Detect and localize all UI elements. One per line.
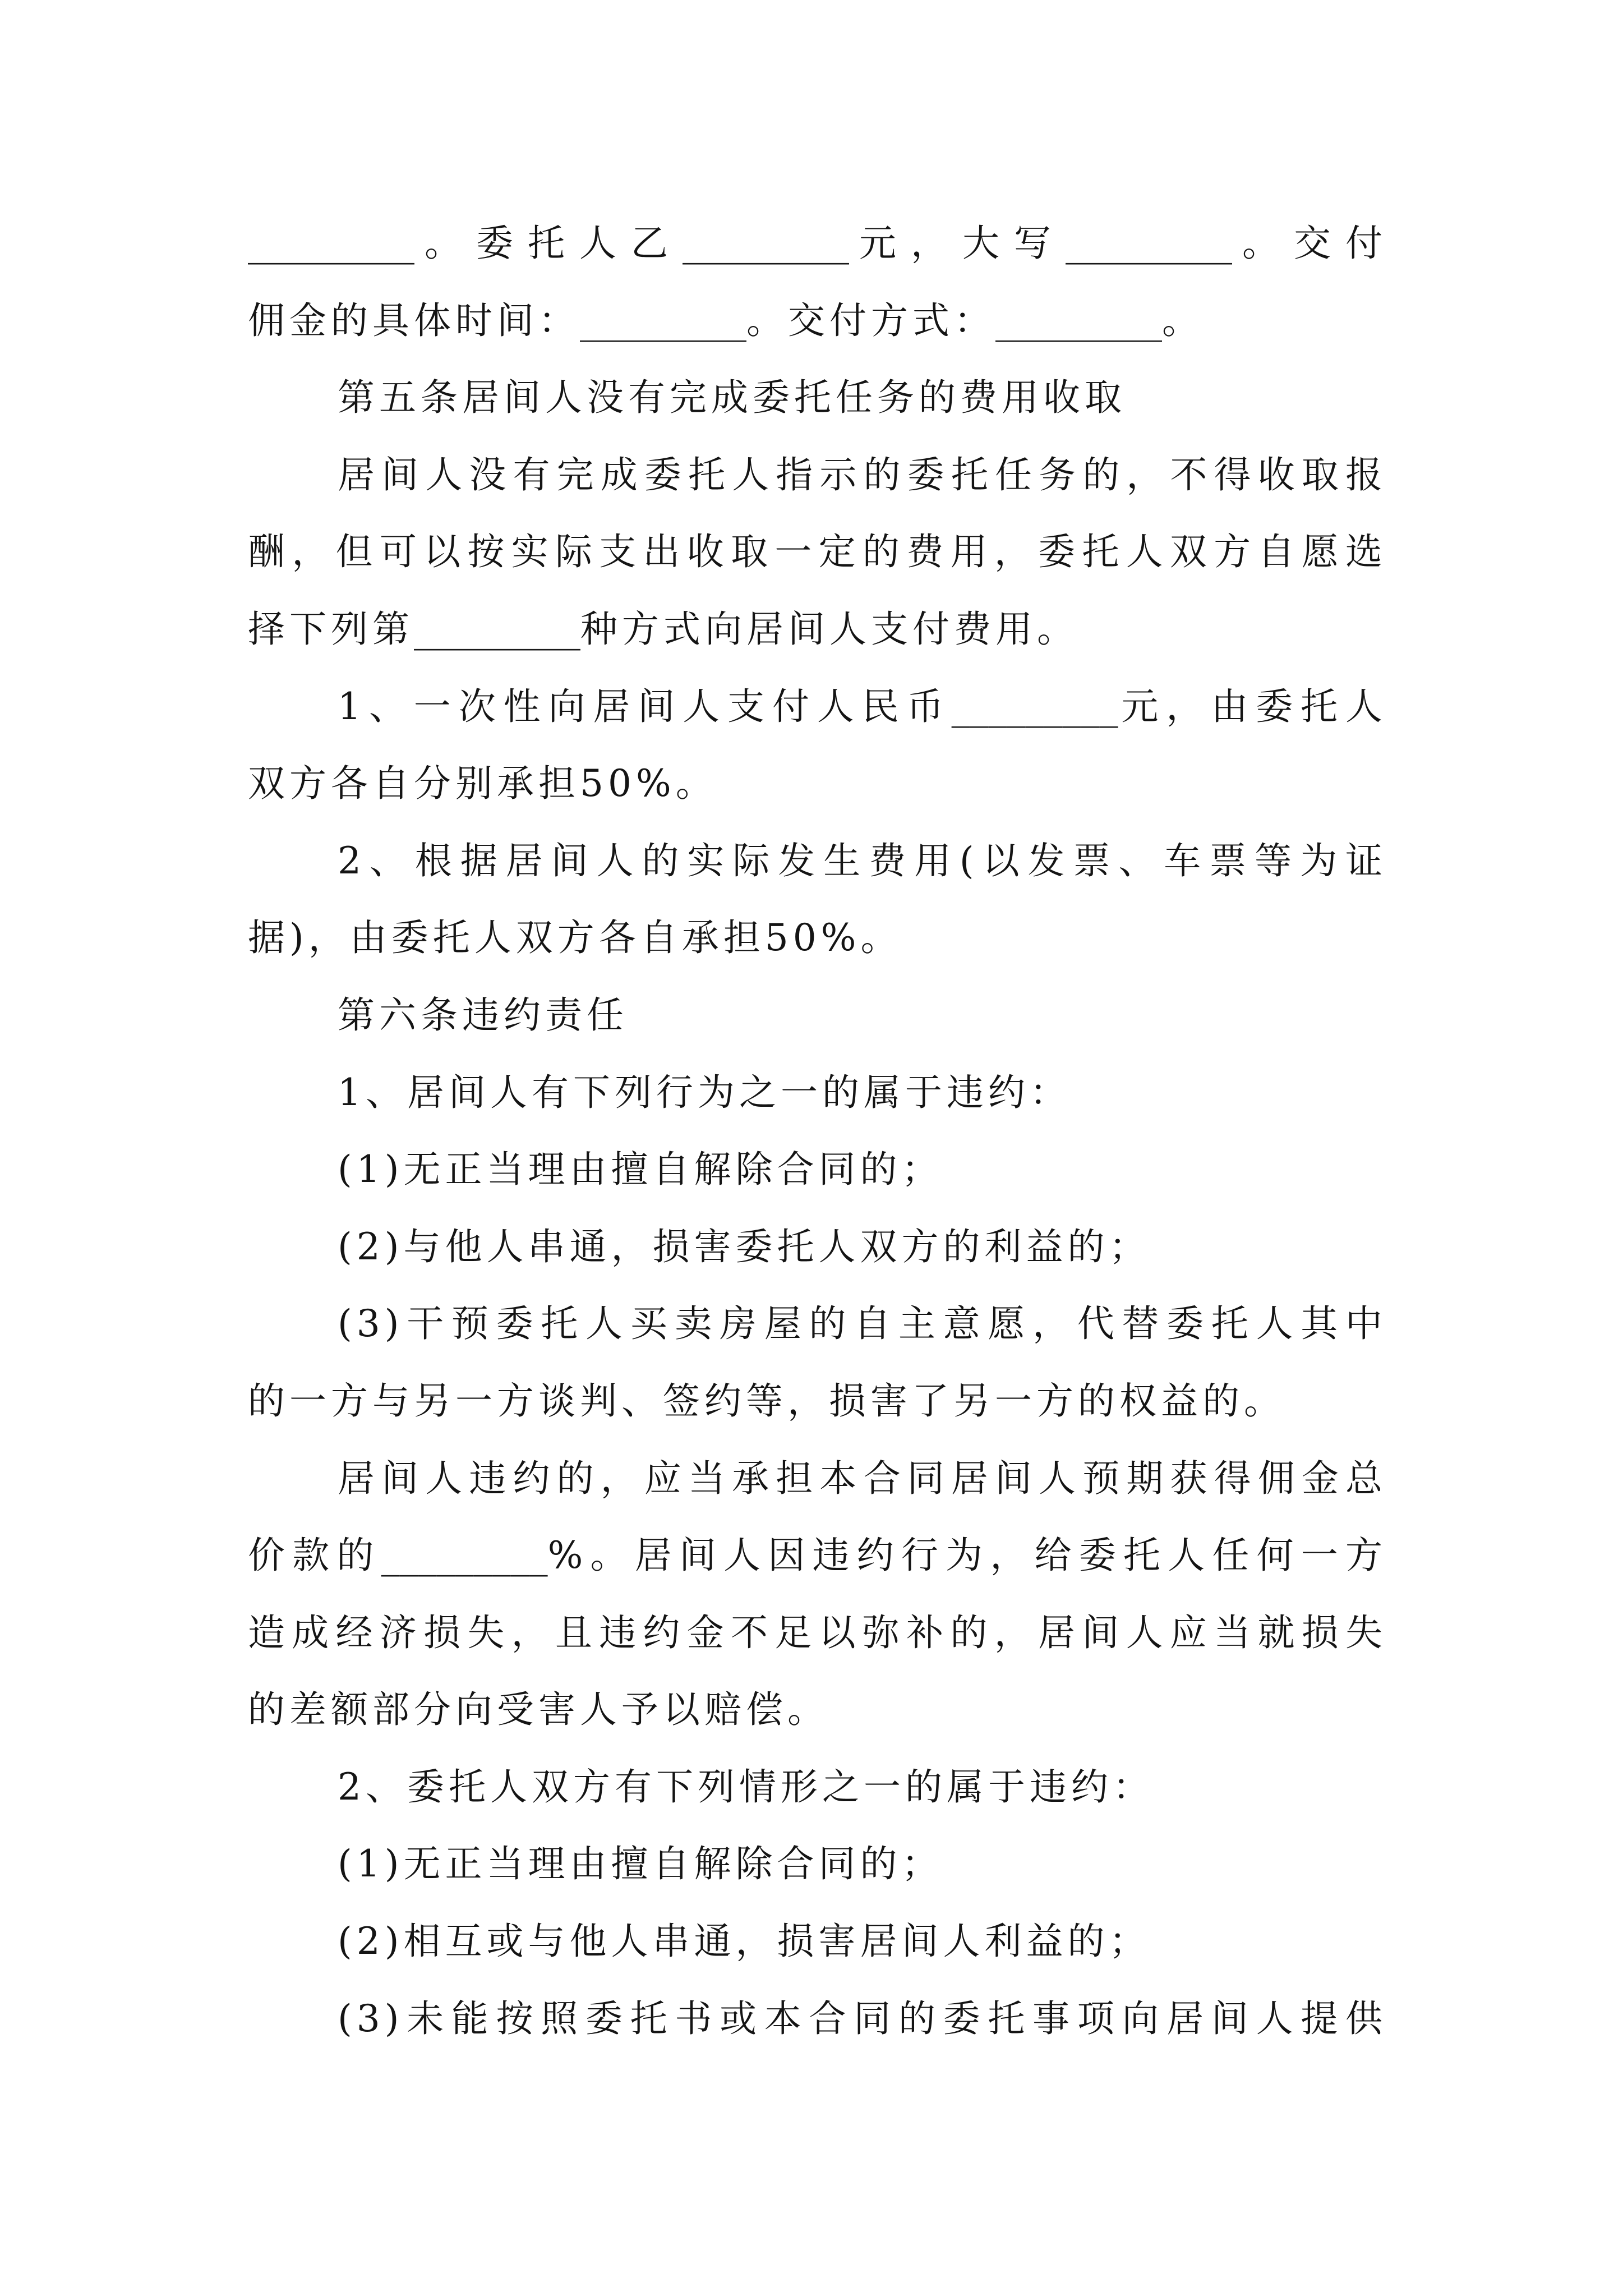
list-item: (2)与他人串通，损害委托人双方的利益的； bbox=[338, 1225, 1151, 1268]
text-line: 佣金的具体时间：_________。交付方式：_________。 bbox=[248, 298, 1204, 342]
text-line: _________。委托人乙_________元，大写_________。交付 bbox=[248, 222, 1387, 265]
section-heading-article-5: 第五条居间人没有完成委托任务的费用收取 bbox=[338, 376, 1126, 420]
text-line: 的一方与另一方谈判、签约等，损害了另一方的权益的。 bbox=[248, 1379, 1285, 1423]
text-line: 2、委托人双方有下列情形之一的属于违约： bbox=[338, 1765, 1154, 1809]
text-line: 据)，由委托人双方各自承担50%。 bbox=[248, 916, 902, 960]
blank-field: _________ bbox=[1066, 222, 1232, 265]
blank-field: _________ bbox=[995, 298, 1162, 342]
text-line: 1、一次性向居间人支付人民币_________元，由委托人 bbox=[338, 684, 1387, 728]
text-line: 2、根据居间人的实际发生费用(以发票、车票等为证 bbox=[338, 839, 1387, 882]
list-item: (2)相互或与他人串通，损害居间人利益的； bbox=[338, 1920, 1151, 1963]
text-line: 1、居间人有下列行为之一的属于违约： bbox=[338, 1070, 1071, 1114]
text-line: 居间人违约的，应当承担本合同居间人预期获得佣金总 bbox=[338, 1456, 1387, 1500]
list-item: (1)无正当理由擅自解除合同的； bbox=[338, 1148, 943, 1191]
text-line: 择下列第_________种方式向居间人支付费用。 bbox=[248, 607, 1078, 651]
document-body bbox=[248, 205, 1387, 2057]
text-line: 的差额部分向受害人予以赔偿。 bbox=[248, 1688, 829, 1732]
text-line: 价款的_________%。居间人因违约行为，给委托人任何一方 bbox=[248, 1534, 1387, 1577]
blank-field: _________ bbox=[580, 298, 746, 342]
blank-field: _________ bbox=[381, 1534, 548, 1577]
section-heading-article-6: 第六条违约责任 bbox=[338, 993, 628, 1037]
list-item: (3)未能按照委托书或本合同的委托事项向居间人提供 bbox=[338, 1996, 1387, 2040]
blank-field: _________ bbox=[683, 222, 849, 265]
text-line: 居间人没有完成委托人指示的委托任务的，不得收取报 bbox=[338, 453, 1387, 496]
text-line: 酬，但可以按实际支出收取一定的费用，委托人双方自愿选 bbox=[248, 530, 1387, 574]
list-item: (3)干预委托人买卖房屋的自主意愿，代替委托人其中 bbox=[338, 1302, 1387, 1346]
text-line: 双方各自分别承担50%。 bbox=[248, 762, 717, 806]
list-item: (1)无正当理由擅自解除合同的； bbox=[338, 1842, 943, 1886]
text-line: 造成经济损失，且违约金不足以弥补的，居间人应当就损失 bbox=[248, 1611, 1387, 1654]
blank-field: _________ bbox=[248, 222, 414, 265]
blank-field: _________ bbox=[414, 607, 580, 651]
blank-field: _________ bbox=[951, 684, 1118, 728]
